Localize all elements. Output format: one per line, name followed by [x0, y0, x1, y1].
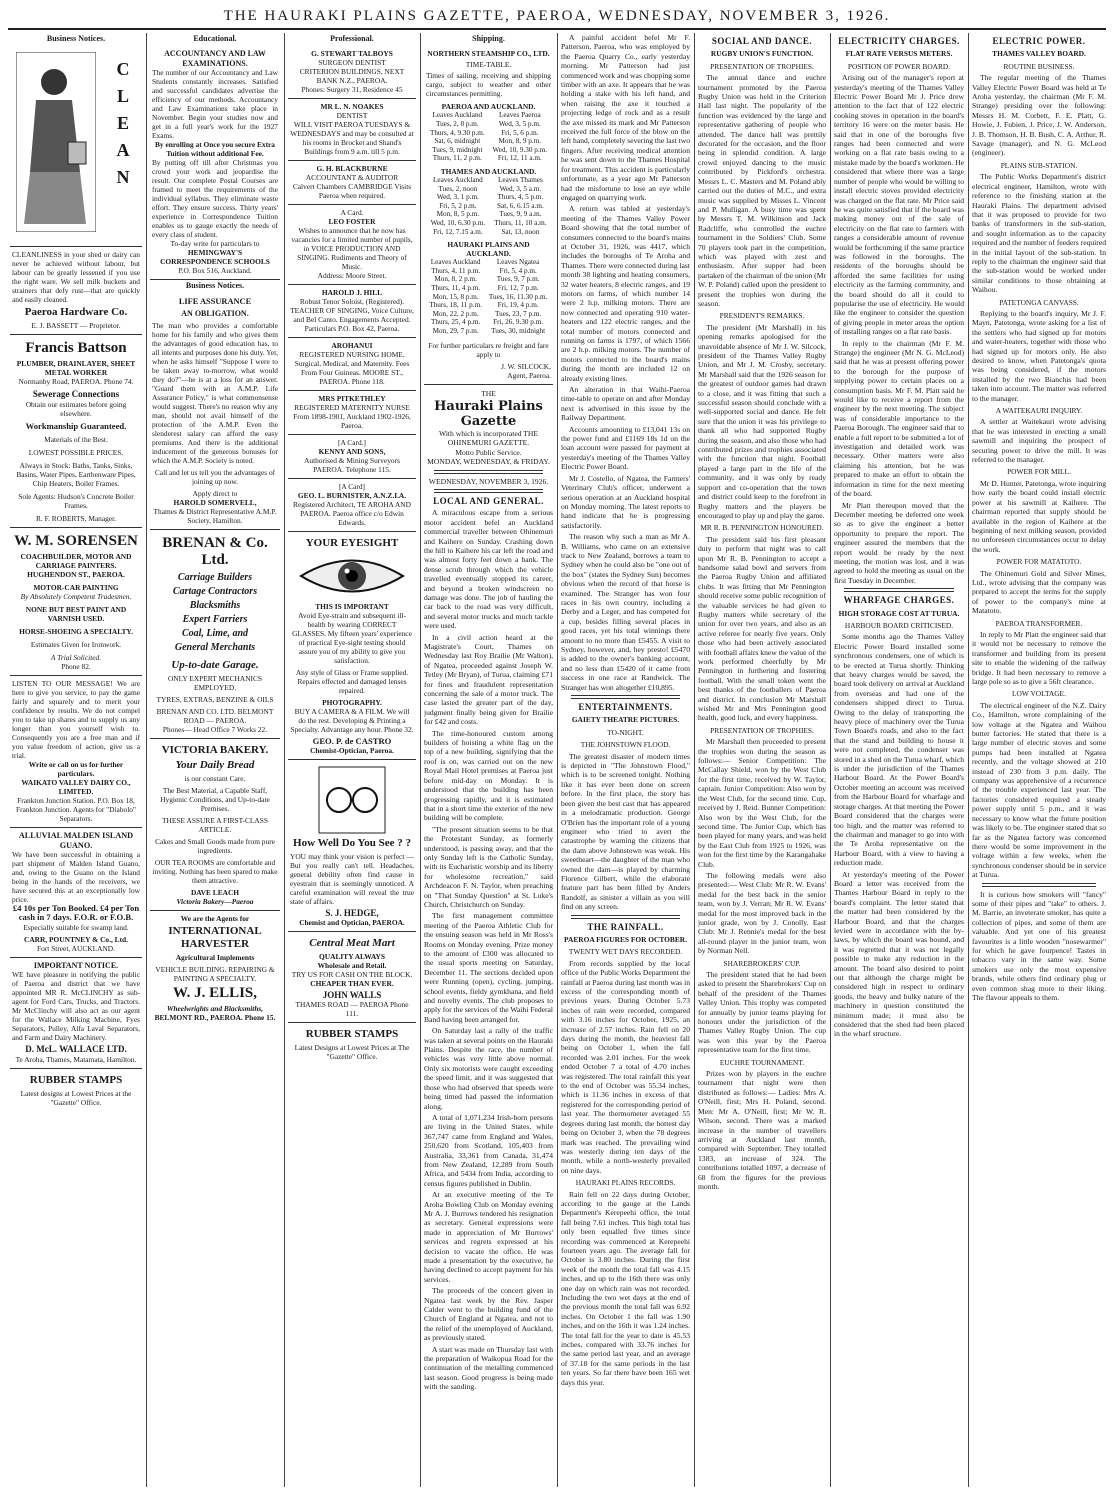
gazette-title: Hauraki Plains Gazette [434, 398, 543, 429]
waikato-dairy-ad: LISTEN TO OUR MESSAGE! We are here to give you service, to pay the game fairly and squarely and to merit your confidence by results. We do not compel you to take up shares and to supply us any longer than you yourself wish to. Consequently you are a free man and if you value freedom of action, give us a trial. Write or call on us for further particulars. WAIKATO VALLEY DAIRY CO., LIMITED. Frankton Junction Station. P.O. Box 18, Frankton Junction. Agents for "Diabolo" Separators. [10, 676, 142, 828]
euchre-article: Prizes won by players in the euchre tournament that night were then distributed as follows:— Ladies: Mrs A. O'Neill, first; Mrs H. Poland, second. Men: Mr A. O'Neill, first; Mr W. R. Wilson, second. There was a marked increase in the number of travellers arriving at Auckland last month, compared with September. They totalled 1383, an increase of 324. The contributions totalled 1097, a decrease of 68 from the figures for the previous month. [698, 1069, 826, 1191]
medals-article: The following medals were also presented:— West Club: Mr R. W. Evans' medal for the best back in the senior team, won by J. Verran; Mr R. W. Evans' medal for the most improved back in the junior grade, won by J. Conolly. East Club: Mr J. Rennie's medal for the best all-round player in the junior team, won by Norman Nell. [698, 870, 826, 956]
local-general-article: A miraculous escape from a serious motor accident befel an Auckland commercial traveller between Ohinemuri and Kaihere on Sunday. Crashing down the hill to Kaihere his car left the road and was almost forty feet down a bank. The dense scrub through which the vehicle travelled eventually stopped its career, and beyond a broken windscreen no damage was done. The job of hauling the car back to the road was very difficult, and several motor trucks and much tackle were used. In a civil action heard at the Magistrate's Court, Thames on Wednesday last Roy Brailie (Mr Walton), of Ngatea, proceeded against Joseph W. Tetley (Mr Bryan), of Turua, claiming £71 for fines and fraudulent representation concerning the sale of a motor truck. The case lasted the greater part of the day, judgment finally being given for Brailie for £42 and costs. The time-honoured custom among builders of hoisting a white flag on the top of a new building, signifying that the roof is on, was carried out on the new Royal Mail Hotel premises at Paeroa just before mid-day on Monday. It is understood that the building has been progressing rapidly, and it is estimated that in a short time the exterior of the new building will be complete. "The present situation seems to be that the Protestant Sunday, as formerly understood, is passing away, and that the only Sunday left is the Catholic Sunday, with its Eucharistic worship and its liberty for wholesome recreation," said Archdeacon F. N. Taylor, when preaching on "That Sunday Question" at St. Luke's Church, Christchurch on Sunday. The first management committee meeting of the Paeroa Athletic Club for the ensuing season was held in Mr Ross's Rooms on Monday evening. Prize money to the amount of £300 was allocated to the usual sports meeting on Saturday, December 11. The sections decided upon were Running (open), cycling, jumping, school events, fieldy gymkhana, and field and novelty events. The club proposes to apply for the services of the Waihi Federal Band having been arranged for. On Saturday last a rally of the traffic was taken at several points on the Hauraki Plains. Despite the race, the number of vehicles was very little above normal. Only six motorists were caught exceeding the speed limit, and it was suggested that those who had observed that speeds were being timed had passed the information along. A total of 1,071,234 Irish-born persons are living in the United States, while 367,747 came from England and Wales, 250,620 from Scotland, 105,403 from Australia, 33,361 from Canada, 31,474 from New Zealand, 12,289 from South Africa, and 5434 from India, according to census figures published in Dublin. At an executive meeting of the Te Aroha Bowling Club on Monday evening Mr A. J. Burrows tendered his resignation as secretary. General expressions were made in appreciation of Mr Burrows' services and regrets expressed at his decision to vacate the office. He was made a presentation by the executive, he having declined to accept payment for his services. The proceeds of the concert given in Ngatea last week by the Rev. Jasper Calder went to the building fund of the Church of England at Ngatea, and not to the relief of the unemployed of Auckland, as previously stated. A start was made on Thursday last with the preparation of Waikopua Road for the continuation of the metalling commenced last season. Good progress is being made with the sanding. [424, 508, 553, 1392]
position-subheading: POSITION OF POWER BOARD. [847, 61, 951, 71]
gazette-flag: THE Hauraki Plains Gazette With which is incorporated THE OHINEMURI GAZETTE. Motto Public Service. MONDAY, WEDNESDAY, & FRIDAY. WEDNESDAY, NOVEMBER 3, 1926. [424, 389, 553, 492]
smokers-article: It is curious how smokers will "fancy" some of their pipes and "take" to others. J. M. Barrie, an inveterate smoker, has quite a collection of pipes, and some of them are valuable. And yet one of his greatest favourites is a little wooden "nosewarmer" for which he gave fourpence! Tastes in tobacco vary in the same way. Some smokers use only the most expensive brands, while others find ordinary plug or even common shag more to their liking. The flavour appeals to them. [972, 889, 1106, 1002]
noakes-ad: MR L. N. NOAKES DENTIST WILL VISIT PAEROA TUESDAYS & WEDNESDAYS and may be consulted at his rooms in Brocket and Shand's Buildings from 9 a.m. till 5 p.m. [288, 99, 416, 161]
important-notice-ad: IMPORTANT NOTICE. WE have pleasure in notifying the public of Paeroa and district that we have appointed MR R. McCLINCHY as sub-agent for Ford Cars, Trucks, and Tractors. Mr McClinchy will also act as our agent for the Wallace Milking Machine, Fyes Separators, Pulley, Alfa Laval Separators, and Farm and Dairy Machinery. D. McL. WALLACE LTD. Te Aroha, Thames, Matamata, Hamilton. [10, 958, 142, 1069]
records-article: Rain fell on 22 days during October, according to the gauge at the Lands Department's Kerepeehi office, the total fall being 7.61 inches. This high total has only been equalled five times since recording was commenced at Kerepeehi fourteen years ago. The average fall for October is 3.80 inches. During the first week of the month the total fall was 4.15 inches, and up to the 16th there was only one day on which rain was not recorded. Including the two wet days at the end of the previous month the total fall was 6.92 inches. On October 1 the fall was 1.90 inches, and on the 16th it was 1.24 inches. The total fall for the year to date is 45.53 inches, compared with 33.76 inches for the same period last year, and an average of 37.18 for the same periods in the last ten years. So far there have been 165 wet days this year. [561, 1189, 690, 1387]
harbour-subheading: HARBOUR BOARD CRITICISED. [844, 620, 954, 630]
column-news-5 [561, 33, 690, 1487]
column-professional [288, 33, 416, 1487]
column-electric-power [972, 33, 1106, 1487]
patetonga-subheading: PATETONGA CANVASS. [999, 297, 1079, 307]
storage-subheading: HIGH STORAGE COST AT TURUA. [838, 608, 960, 618]
column-rule [557, 33, 558, 1487]
blackburne-ad: G. H. BLACKBURNE ACCOUNTANT & AUDITOR Calvert Chambers CAMBRIDGE Visits Paeroa when required. [288, 161, 416, 205]
rugby-subheading: RUGBY UNION'S FUNCTION. [710, 49, 814, 59]
plains-article: The Public Works Department's district electrical engineer, Hamilton, wrote with reference to the finishing station at the Hauraki Plains. The department advised that it was proposed to provide for two banks of transformers in the sub-station, and sought information as to the capacity required and the number of feeders required in the initial layout of the sub-station. In reply to the chairman the engineer said that the sub-station would be worked under similar conditions to those obtaining at Waihou. [972, 172, 1106, 295]
euchre-subheading: EUCHRE TOURNAMENT. [719, 1057, 805, 1067]
column-educational [150, 33, 280, 1487]
thames-auckland-table: Leaves Auckland Leaves Thames Tues, 2, noon Wed, 3, 5 a.m. Wed, 3, 1 p.m. Thurs, 4, 5 p.m. Fri, 5, 2 p.m. Sat, 6, 6.15 a.m. Mon, 8, 5 p.m. Tues, 9, 9 a.m. Wed, 10, 6.30 p.m. Thurs, 11, 10 a.m. Fri, 12, 7.15 a.m. Sat, 13, noon [430, 175, 547, 236]
paeroa-auckland-table: Leaves Auckland Leaves Paeroa Tues, 2, 8 p.m. Wed, 3, 5 p.m. Thurs, 4, 9.30 p.m. Fri, 5, 6 p.m. Sat, 6, midnight Mon, 8, 9 p.m. Tues, 9, midnight Wed, 10, 9.30 p.m. Thurs, 11, 2 p.m. Fri, 12, 11 a.m. [429, 111, 548, 163]
matatoto-subheading: POWER FOR MATATOTO. [996, 557, 1082, 567]
column-heading: Business Notices. [185, 281, 245, 291]
pennington-subheading: MR R. B. PENNINGTON HONOURED. [700, 523, 824, 533]
local-general-continued: A painful accident befel Mr F. Patterson, Paeroa, who was employed by the Paeroa Quarry Co., early yesterday morning. Mr Patterson had just commenced work and was chopping some timber with an axe. It appears that he was holding a stake with his left hand, and when raising the axe it touched a projecting ledge of rock and as a result the axe missed its mark and Mr Patterson received the full force of the blow on the left hand, completely severing the last two fingers. After receiving medical attention he was sent down to the Thames Hospital for treatment. This accident is particularly unfortunate, as a year ago Mr Patterson had the misfortune to lose an eye while engaged on quarrying work. A return was tabled at yesterday's meeting of the Thames Valley Power Board showing that the total number of consumers connected to the board's mains at October 31, 1926, was 4417, which includes the boroughs of Te Aroha and Thames. There were connected during last month 38 lighting and heating consumers, 32 water heaters, 8 electric ranges, and 19 motors on farms, of which number 14 were 2 h.p. milking motors. There are now connected and operating 910 water-heaters and 122 electric ranges, and the total number of motors connected and running on farms is 1797, of which 1566 are 2 h.p. milking motors. The number of motors connected to the board's mains during the month are included 12 on already existing lines. An alteration in that Waihi-Paeroa time-table to operate on and after Monday next is advertised in this issue by the Railway Department. Accounts amounting to £13,041 13s on the power fund and £1169 18s 1d on the loan account were passed for payment at yesterday's meeting of the Thames Valley Electric Power Board. Mr J. Costello, of Ngatea, the Farmers' Veterinary Club's officer, underwent a serious operation at an Auckland hospital on Monday morning. The latest reports to hand indicate that he is progressing satisfactorily. The reason why such a man as Mr A. B. Williams, who came on an extensive track to New Zealand, borrows a team to Sydney when he could also be "one out of the box" (states the Sydney Sun) becomes obvious when the record of that horse is examined. The Stranger has won four races in his own country, including a Derby and a Leger, and has competed for a cup, besides filling several places in good races, yet his total winnings there amount to no more than £5455. A visit to Sydney, however, and, hey presto! £5470 is added to the owner's banking account, and no less than £5420 of it came from success in one race at Randwick. The Stranger has won altogether £10,895. [561, 33, 690, 692]
international-harvester-ad: We are the Agents for INTERNATIONAL HARVESTER Agricultural Implements VEHICLE BUILDING. REPAIRING & PAINTING A SPECIALTY. W. J. ELLIS, Wheelwrights and Blacksmiths, BELMONT RD., PAEROA. Phone 15. [154, 914, 276, 1023]
column-heading: Shipping. [472, 34, 505, 43]
low-voltage-subheading: LOW VOLTAGE. [1012, 689, 1066, 699]
rubber-stamps-ad: RUBBER STAMPS Latest designs at Lowest Prices at the "Gazette" Office. [20, 1073, 132, 1107]
social-heading: SOCIAL AND DANCE. [711, 36, 813, 46]
matatoto-article: The Ohinemuri Gold and Silver Mines, Ltd., wrote advising that the company was prepared to accept the terms for the supply of power to the company's mine at Matatoto. [972, 568, 1106, 616]
clean-ad [10, 46, 142, 247]
gaiety-subheading: GAIETY THEATRE PICTURES. [571, 715, 680, 725]
wet-days-subheading: TWENTY WET DAYS RECORDED. [568, 947, 683, 957]
foster-ad: A Card. LEO FOSTER Wishes to announce that he now has vacancies for a limited number of pupils, in VOICE PRODUCTION AND SINGING. Rudiments and Theory of Music. Address: Moore Street. [288, 205, 416, 285]
presidents-article: The president (Mr Marshall) in his opening remarks apologised for the unavoidable absence of Mr J. W. Silcock, president of the Thames Valley Rugby Union, and Mr J. M. Crosby, secretary. Mr Marshall said that the 1926 season for the greatest of outdoor games had drawn to a close, and it was fitting that such a successful season should conclude with a well-supported social and dance. He felt sure that the union it was his privilege to thank all who had supported Rugby during the season, and also those who had contributed prizes and trophies associated with the function that night. Football played a large part in the life of the community, and it was only by ready support and co-operation that the town and district could keep to the forefront in Rugby matters and the players be encouraged to play up and play the game. [698, 322, 826, 520]
electric-power-heading: ELECTRIC POWER. [992, 36, 1086, 46]
electricity-heading: ELECTRICITY CHARGES. [838, 36, 960, 46]
tonight-subheading: TO-NIGHT. [607, 727, 644, 737]
hedge-ad: How Well Do You See ? ? YOU may think your vision is perfect — But you really can't tell. Headaches, general debility often find cause in eyestrain that is seemingly unnoticed. A careful examination will reveal the true state of affairs. S. J. HEDGE, Chemist and Optician, PAEROA. [288, 760, 416, 932]
thames-board-subheading: THAMES VALLEY BOARD. [992, 49, 1086, 59]
waitekauri-subheading: A WAITEKAURI INQUIRY. [995, 406, 1083, 416]
patetonga-article: Replying to the board's inquiry, Mr J. F. Mayn, Patetonga, wrote asking for a list of the settlers who had signed up for motors and water-heaters, together with those who had signed up for motors only. He also desired to know, when Patetonga's quota was being considered, if the motors installed by the two Bianchis had been taken into account. The matter was referred to the manager. [972, 308, 1106, 403]
masthead-rule [8, 28, 1106, 30]
flat-rate-subheading: FLAT RATE VERSUS METERS. [845, 49, 953, 59]
arohanui-ad: AROHANUI REGISTERED NURSING HOME. Surgical, Medical, and Maternity. Fees From Four Guineas. MOORE ST., PAEROA. Phone 118. [288, 338, 416, 391]
eyesight-ad: YOUR EYESIGHT THIS IS IMPORTANT Avoid Eye-strain and subsequent ill-health by wearing CORRECT GLASSES. My fifteen years' experience of practical Eye-sight testing should assure you of my ability to give you satisfaction. Any style of Glass or Frame supplied. Repairs effected and damaged lenses repaired. PHOTOGRAPHY. BUY A CAMERA & A FILM. We will do the rest. Developing & Printing a Specialty. Advantage any hour. Phone 32. GEO. P. de CASTRO Chemist-Optician, Paeroa. [288, 532, 416, 760]
johnstown-subheading: THE JOHNSTOWN FLOOD. [580, 740, 671, 750]
electricity-article-2: In reply to the chairman (Mr F. M. Strange) the engineer (Mr N. G. McLeod) said that he was at present offering power to the borough for the purpose of supplying power to certain places on a consumption basis. Mr F. M. Platt said he would like to receive a report from the engineer by the next meeting. The subject was of considerable importance to the Paeroa Borough. The engineer said that to enable a full report to be submitted a lot of investigation and detailed work was necessary. Other matters were also claiming his attention, but he was prepared to make an effort to obtain the information in time for the next meeting of the board. [834, 338, 964, 499]
pitkethley-ad: MRS PITKETHLEY REGISTERED MATERNITY NURSE From 1898-1901, Auckland 1902-1926, Paeroa. [288, 391, 416, 435]
rubber-stamps-ad-2: RUBBER STAMPS Latest Designs at Lowest Prices at The "Gazette" Office. [294, 1028, 410, 1062]
pennington-article: The president said his first pleasant duty to perform that night was to call upon Mr R. B. Pennington to accept a handsome salad bowl and servers from the Paeroa Rugby Union and affiliated clubs. It was fitting that Mr Pennington should receive some public recognition of the valuable services he had given to Rugby matters while secretary of the union for over two years, and also as an active referee for nearly five years. Only those who had been actively associated with football affairs knew the value of the work performed cheerfully by Mr Pennington in furthering and fostering football. With the small token went the best thanks of the footballers of Paeroa and district. In conclusion Mr Marshall wished Mr and Mrs Pennington good health, good luck, and every happiness. [698, 534, 826, 723]
rainfall-heading: THE RAINFALL. [587, 921, 664, 932]
column-rule [284, 33, 285, 1487]
entertainment-article: The greatest disaster of modern times is depicted in "The Johnstown Flood," which is to be screened tonight. Nothing like it has ever been done on screen before. In the first place, the story has been given the best cast that has appeared in a melodramatic production. George O'Brien has the important role of a young engineer who tried to avert the catastrophe by warning the citizens that the dam above Johnstown was weak. His sweetheart—the daughter of the man who owned the dam—is played by charming Florence Gilbert, while the elaborate feature part has been filled by Anders Randolf, as sinister a villain as you will find on any screen. [561, 751, 690, 912]
accountancy-ad: ACCOUNTANCY AND LAW EXAMINATIONS. The number of our Accountancy and Law Students constantly increases. Satisfied and successful candidates advertise the efficiency of our methods. Accountancy and Law Examinations take place in November. Begin your studies now and get in a full year's work for the 1927 Exams. By enrolling at Once you secure Extra Tuition without additional Fee. By putting off till after Christmas you crowd your work and jeopardise the result. Our complete Postal Courses are framed to meet the requirements of the individual syllabus. They eliminate waste effort. They ensure success. Thirty years' experience in Correspondence Tuition enables us to gauge exactly the needs of every class of student. To-day write for particulars to HEMINGWAY'S CORRESPONDENCE SCHOOLS P.O. Box 516, Auckland. [150, 46, 280, 280]
spectacles-illustration [317, 765, 387, 835]
hardware-ad: CLEANLINESS in your shed or dairy can never be achieved without labour, but labour can be greatly lessened if you use the right ware. We sell milk buckets and strainers that defy rust—that are quickly and easily cleaned. Paeroa Hardware Co. E. J. BASSETT — Proprietor. [10, 247, 142, 335]
mill-article: Mr D. Hunter, Patetonga, wrote inquiring how early the board could install electric power at his sawmill at Kaihere. The chairman reported that supply should be available in the region of Kaihere at the beginning of next milking season, provided no unforeseen circumstances occur to delay the work. [972, 478, 1106, 554]
electricity-article-3: Mr Platt thereupon moved that the December meeting be deferred one week so as to give the engineer a better opportunity to prepare the report. The engineer assured the members that the report would be ready by the next meeting, the motion was lost, and it was agreed to hold the meeting as usual on the first Tuesday in December. [834, 500, 964, 585]
woman-illustration [16, 52, 96, 232]
sorensen-ad: W. M. SORENSEN COACHBUILDER, MOTOR AND CARRIAGE PAINTERS. HUGHENDON ST., PAEROA. MOTOR-CAR PAINTING By Absolutely Competent Tradesmen. NONE BUT BEST PAINT AND VARNISH USED. HORSE-SHOEING A SPECIALTY. Estimates Given for Ironwork. A Trial Solicited. Phone 82. [10, 528, 142, 676]
column-rule [694, 33, 695, 1487]
meat-mart-ad: Central Meat Mart QUALITY ALWAYS Wholesale and Retail. TRY US FOR CASH ON THE BLOCK. CHEAPER THAN EVER. JOHN WALLS THAMES ROAD — PAEROA Phone 111. [288, 932, 416, 1023]
column-electricity [834, 33, 964, 1487]
records-subheading: HAURAKI PLAINS RECORDS. [575, 1178, 676, 1188]
column-rule [420, 33, 421, 1487]
shipping-timetable: NORTHERN STEAMSHIP CO., LTD. TIME-TABLE. Times of sailing, receiving and shipping cargo, subject to weather and other circumstances permitting. PAEROA AND AUCKLAND. Leaves Auckland Leaves Paeroa Tues, 2, 8 p.m. Wed, 3, 5 p.m. Thurs, 4, 9.30 p.m. Fri, 5, 6 p.m. Sat, 6, midnight Mon, 8, 9 p.m. Tues, 9, midnight Wed, 10, 9.30 p.m. Thurs, 11, 2 p.m. Fri, 12, 11 a.m. THAMES AND AUCKLAND. Leaves Auckland Leaves Thames Tues, 2, noon Wed, 3, 5 a.m. Wed, 3, 1 p.m. Thurs, 4, 5 p.m. Fri, 5, 2 p.m. Sat, 6, 6.15 a.m. Mon, 8, 5 p.m. Tues, 9, 9 a.m. Wed, 10, 6.30 p.m. Thurs, 11, 10 a.m. Fri, 12, 7.15 a.m. Sat, 13, noon HAURAKI PLAINS AND AUCKLAND. Leaves Auckland Leaves Ngatea Thurs, 4, 11 p.m. Fri, 5, 4 p.m. Mon, 8, 2 p.m. Tues, 9, 7 p.m. Thurs, 11, 4 p.m. Fri, 12, 7 p.m. Mon, 15, 8 p.m. Tues, 16, 11.30 p.m. Thurs, 18, 11 p.m. Fri, 19, 4 p.m. Mon, 22, 2 p.m. Tues, 23, 7 p.m. Thurs, 25, 4 p.m. Fri, 26, 9.30 p.m. Mon, 29, 7 p.m. Tues, 30, midnight For further particulars re freight and fare apply to J. W. SILCOCK, Agent, Paeroa. [424, 46, 553, 385]
routine-article: The regular meeting of the Thames Valley Electric Power Board was held at Te Aroha yesterday, the chairman (Mr F. M. Strange) presiding over the following: Messrs H. M. Corbett, F. E. Platt, G. Howie, J. Fubien, J. Price, J. W. Anderson, J. B. Thomson, H. B. Bush, C. A. Arthur, R. Savage (manager), and N. G. McLeod (engineer). [972, 73, 1106, 158]
wharfage-article: Some months ago the Thames Valley Electric Power Board installed some synchronous condensers, one of which is to be erected at Turua shortly. Thinking that heavy charges would be saved, the board took delivery on arrival at Auckland from overseas and had one of the condensers shipped direct to Turua. Owing to the delay of transporting the heavy piece of machinery over the Turua Town Board's roads, and also to the fact that the stand and building to house it were not completed, the condenser was stored in a shed on the Turua wharf, which is under the jurisdiction of the Thames Harbour Board. At the Power Board's October meeting an account was received from the Harbour Board for wharfage and storage charges. At that meeting the Power Board considered that the charges were too high, and the matter was referred to the chairman and manager to go into with the Te Aroha representative on the Harbour Board, with a view to having a reduction made. [834, 632, 964, 868]
column-social [698, 33, 826, 1487]
masthead: THE HAURAKI PLAINS GAZETTE, PAEROA, WEDNESDAY, NOVEMBER 3, 1926. [223, 8, 891, 24]
column-shipping [424, 33, 553, 1487]
eye-illustration [297, 553, 407, 599]
sharebrokers-article: The president stated that he had been asked to present the Sharebrokers' Cup on behalf of the president of the Thames Valley Union. This trophy was competed for annually by junior teams playing for honours under the jurisdiction of the Thames Valley Rugby Union. The cup was won this year by the Paeroa representative team for the first time. [698, 970, 826, 1055]
low-voltage-article: The electrical engineer of the N.Z. Dairy Co., Hamilton, wrote complaining of the low voltage at the Ngatea and Waihou butter factories. He stated that there is a large number of electric stoves and some pumps had been installed at Ngatea recently, and the voltage showed at 210 instead of 230 from 3 p.m. daily. The company was apprehensive of a recurrence of the trouble experienced last year. The factories considered required a steady power supply until 5 p.m., and it was necessary to know what the future position was likely to be. The engineer stated that so far as the Ngatea factory was concerned there would be some improvement in the voltage within a few weeks, when the synchronous condenser should be in service at Turua. [972, 700, 1106, 880]
hauraki-auckland-table: Leaves Auckland Leaves Ngatea Thurs, 4, 11 p.m. Fri, 5, 4 p.m. Mon, 8, 2 p.m. Tues, 9, 7 p.m. Thurs, 11, 4 p.m. Fri, 12, 7 p.m. Mon, 15, 8 p.m. Tues, 16, 11.30 p.m. Thurs, 18, 11 p.m. Fri, 19, 4 p.m. Mon, 22, 2 p.m. Tues, 23, 7 p.m. Thurs, 25, 4 p.m. Fri, 26, 9.30 p.m. Mon, 29, 7 p.m. Tues, 30, midnight [429, 258, 548, 335]
rainfall-subheading: PAEROA FIGURES FOR OCTOBER. [564, 934, 687, 944]
waitekauri-article: A settler at Waitekauri wrote advising that he was interested in erecting a small sawmill and inquiring the prospect of securing power to drive the mill. It was referred to the manager. [972, 417, 1106, 465]
battson-ad: Francis Battson PLUMBER, DRAINLAYER, SHEET METAL WORKER Normanby Road, PAEROA. Phone 74. Sewerage Connections Obtain our estimates before going elsewhere. Workmanship Guaranteed. Materials of the Best. LOWEST POSSIBLE PRICES. Always in Stock: Baths, Tanks, Sinks, Basins, Water Pipes, Earthenware Pipes, Chip Heaters, Boiler Frames. Sole Agents: Hudson's Concrete Boiler Frames. R. F. ROBERTS, Manager. [10, 335, 142, 528]
rainfall-article: From records supplied by the local office of the Public Works Department the rainfall at Paeroa during last month was in excess of the corresponding month of previous years. During October 5.73 inches of rain were recorded, compared with 3.16 inches for October, 1925, an increase of 2.57 inches. Rain fell on 20 days during the month, the heaviest fall being on October 1, when the fall recorded was 2.01 inches. For the week ended October 7 a total of 4.70 inches was registered. The total rainfall this year to the end of October was 55.34 inches, which is 11.36 inches in excess of that registered for the corresponding period of last year. The thermometer averaged 55 degrees during last month, the hottest day being on October 3, when the 78 degrees mark was reached. The prevailing wind was westerly during ten days of the month, while a north-westerly prevailed on nine days. [561, 958, 690, 1175]
column-business-notices [10, 33, 142, 1487]
burnister-ad: [A Card] GEO. L. BURNISTER, A.N.Z.I.A. Registered Architect, TE AROHA AND PAEROA. Paeroa office c/o Edwin Edwards. [288, 479, 416, 532]
presentation-article: Mr Marshall then proceeded to present the trophies won during the season as follows:— Senior Competition: The McCallay Shield, won by the West Club for the first time, received by W. Taylor, captain. Junior Competition: Also won by the West Club, for the second time. Cup, received by J. Reid. Bunner Competition: Also won by the West Club, for the second time. The Junior Cup, which has been played for many years, and was held by the East Club from 1925 to 1926, was won for the first time by the Karangahake Club. [698, 737, 826, 869]
mill-subheading: POWER FOR MILL. [1007, 467, 1071, 477]
column-rule [968, 33, 969, 1487]
routine-subheading: ROUTINE BUSINESS. [1003, 61, 1075, 71]
hill-ad: HAROLD J. HILL Robust Tenor Soloist, (Registered). TEACHER OF SINGING, Voice Culture, and Bel Canto. Engagements Accepted. Particulars P.O. Box 42, Paeroa. [288, 285, 416, 338]
amp-life-ad: LIFE ASSURANCE AN OBLIGATION. The man who provides a comfortable home for his family and who gives them the advantages of good education has, to all intents and purposes done his duty. Yet, when he asks himself "Suppose I were to be taken away to-morrow, what would they do?"—he is at a loss for an answer. "Guard them with an A.M.P. Life Assurance Policy," is what commonsense would suggest. There's no reason why any man, should not avail himself of the protection of the A.M.P. Even the slenderest salary can afford the easy premiums. And there is the additional inducement of the generous bonuses for which the A.M.P. Society is noted. Call and let us tell you the advantages of joining up now. Apply direct to HAROLD SOMERVELL, Thames & District Representative A.M.P. Society, Hamilton. [150, 294, 280, 531]
transformer-article: In reply to Mr Platt the engineer said that it would not be necessary to remove the transformer and building from its present site to enable the widening of the railway bridge. It had been necessary to remove a large pole so as to give a 56ft clearance. [972, 629, 1106, 686]
column-rule [146, 33, 147, 1487]
sharebrokers-subheading: SHAREBROKERS' CUP. [723, 958, 801, 968]
brenan-ad: BRENAN & Co. Ltd. Carriage Builders Cartage Contractors Blacksmiths Expert Farriers Coal, Lime, and General Merchants Up-to-date Garage. ONLY EXPERT MECHANICS EMPLOYED. TYRES, EXTRAS, BENZINE & OILS BRENAN AND CO. LTD. BELMONT ROAD — PAEROA. Phones— Head Office 7 Works 22. [150, 530, 280, 739]
column-heading: Business Notices. [46, 34, 106, 43]
presidents-subheading: PRESIDENT'S REMARKS. [719, 311, 805, 321]
wharfage-heading: WHARFAGE CHARGES. [843, 595, 955, 606]
electricity-article: Arising out of the manager's report at yesterday's meeting of the Thames Valley Electric Power Board Mr J. Price drew attention to the fact that of 122 electric cooking stoves in operation in the board's territory 16 were on the meter basis. He said that in one of the boroughs five ranges had been connected and were working on a flat rate basis owing to a mistake made by the board's workmen. He considered that where there was a large number of people who would be willing to install electric stoves provided electricity was charged on the flat rate. Mr Price said he was quite satisfied that if the board was making money out of the sale of electricity on the flat rate to farmers with ranges a considerable amount of revenue would be forthcoming if the same practice was followed in the boroughs. The residents of the boroughs should be afforded the same facilities for using electricity as the farming community, and the board should do all it could to popularise the use of electricity. He would like the engineer to consider the question of giving people in meter areas the option of installing ranges on a flat rate basis. [834, 73, 964, 337]
wharfage-article-2: At yesterday's meeting of the Power Board a letter was received from the Thames Harbour Board in reply to the board's complaint. The letter stated that the matter had been considered by the Harbour Board, and that the charges levied were in accordance with the by-laws, by which the board was bound, and it was regretted that it was not legally possible to make any reduction in the amount. The board also desired to point out that although the charge might be considered high in respect to ordinary goods, the heavy and bulky nature of the machinery in question constituted the minimum made; it must also be considered that the shed had been placed in the wharf structure. [834, 869, 964, 1039]
column-heading: Professional. [330, 34, 374, 43]
column-heading: Educational. [193, 34, 237, 43]
kenny-ad: [A Card.] KENNY AND SONS, Authorised & Mining Surveyors PAEROA. Telephone 115. [288, 435, 416, 479]
talboys-ad: G. STEWART TALBOYS SURGEON DENTIST CRITERION BUILDINGS, NEXT BANK N.Z., PAEROA. Phones: Surgery 31, Residence 45 [288, 46, 416, 99]
guano-ad: ALLUVIAL MALDEN ISLAND GUANO. We have been successful in obtaining a part shipment of Malden Island Guano, and, owing to the Guano on the Island being in the hands of the receivers, we have secured this at an exceptionally low price. £4 10s per Ton Booked. £4 per Ton cash in 7 days. F.O.R. or F.O.B. Especially suitable for swamp land. CARR, POUNTNEY & Co., Ltd. Fort Street, AUCKLAND. [10, 828, 142, 958]
entertainments-heading: ENTERTAINMENTS. [578, 702, 673, 713]
transformer-subheading: PAEROA TRANSFORMER. [995, 618, 1083, 628]
presentation-subheading: PRESENTATION OF TROPHIES. [710, 725, 814, 735]
column-rule [830, 33, 831, 1487]
local-general-heading: LOCAL AND GENERAL. [433, 495, 544, 506]
plains-subheading: PLAINS SUB-STATION. [1000, 160, 1078, 170]
social-article: The annual dance and euchre tournament promoted by the Paeroa Rugby Union was held in the Criterion Hall last night. The popularity of the function was evidenced by the large and representative gathering of people who attended. The dance hall was prettily decorated for the occasion, and the floor being in splendid condition. A large crowd enjoyed dancing to the music contributed by Pickford's orchestra. Messrs L. C. Masters and M. Poland ably carried out the duties of M.C., and extra music was supplied by Misses L. Vincent and P. Mulligan. A busy time was spent by Messrs T. M. Wilkinson and Jack Radcliffe, who controlled the euchre tournament in the Soldiers' Club. Some 70 players took part in the competition, which was played with zest and enthusiasm. After supper had been partaken of the chairman of the union (Mr W. P. Poland) called upon the president to present the trophies won during the season. [698, 73, 826, 308]
trophies-subheading: PRESENTATION OF TROPHIES. [710, 61, 814, 71]
clean-letters: C L E A N [116, 59, 130, 188]
victoria-bakery-ad: VICTORIA BAKERY. Your Daily Bread is our constant Care. The Best Material, a Capable Staff, Hygienic Conditions, and Up-to-date Premises. THESE ASSURE A FIRST-CLASS ARTICLE. Cakes and Small Goods made from pure ingredients. OUR TEA ROOMS are comfortable and inviting. Nothing has been spared to make them attractive. DAVE LEACH Victoria Bakery—Paeroa [150, 739, 280, 911]
